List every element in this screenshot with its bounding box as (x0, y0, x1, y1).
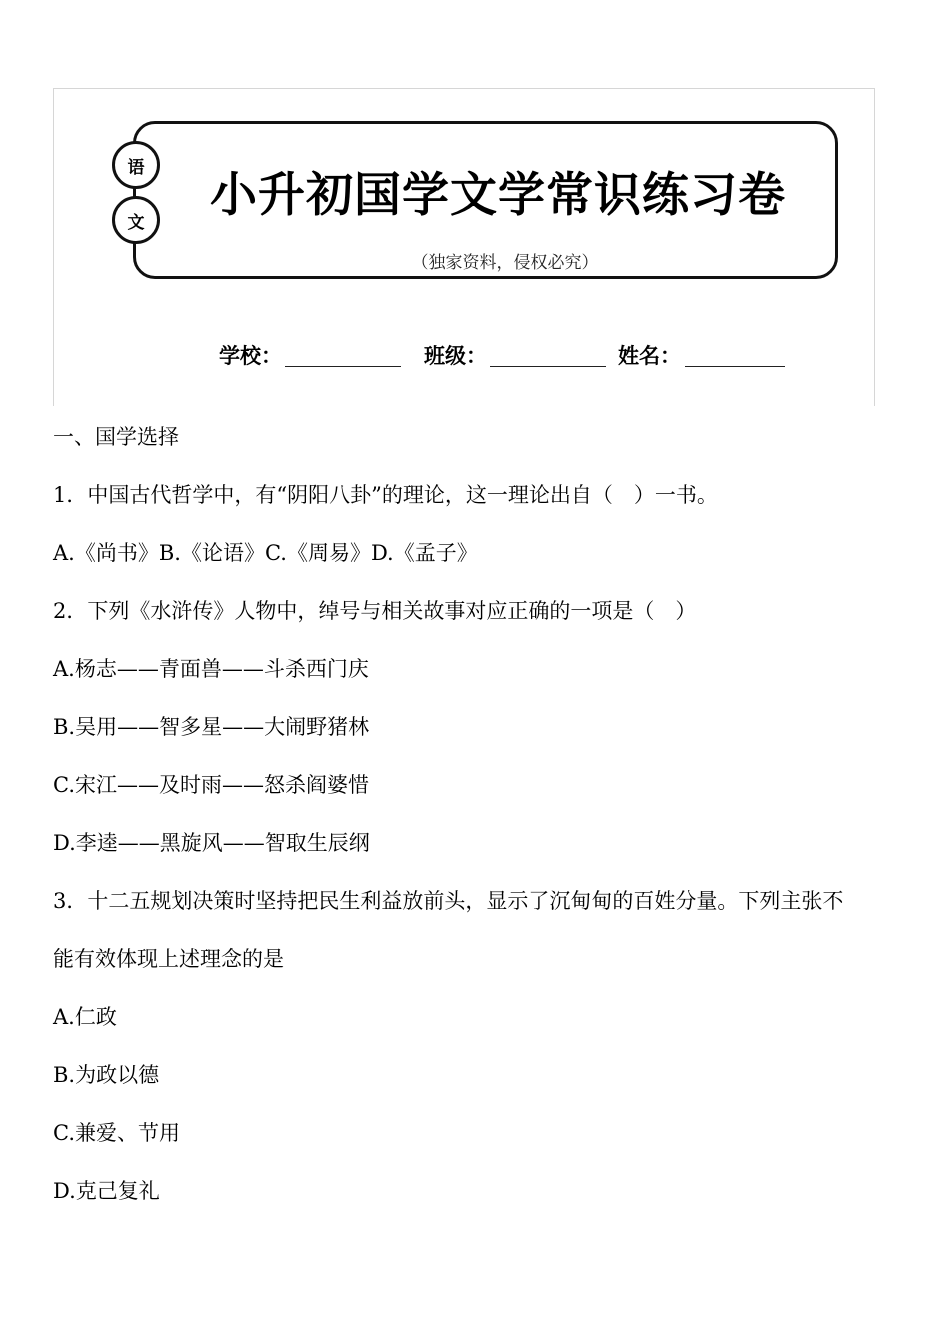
question-3-option-d: D.克己复礼 (53, 1179, 160, 1203)
name-blank[interactable] (685, 366, 785, 367)
question-2-option-a: A.杨志——青面兽——斗杀西门庆 (53, 657, 369, 681)
page-subtitle: （独家资料，侵权必究） (411, 253, 599, 273)
question-3-option-c: C.兼爱、节用 (53, 1121, 180, 1145)
name-label: 姓名： (618, 344, 681, 368)
question-2-option-b: B.吴用——智多星——大闹野猪林 (53, 715, 370, 739)
subject-badge-top: 语 (112, 141, 160, 189)
question-3-stem-line1: 3．十二五规划决策时坚持把民生利益放前头，显示了沉甸甸的百姓分量。下列主张不 (53, 889, 844, 913)
question-3-stem-line2: 能有效体现上述理念的是 (53, 947, 284, 971)
student-info-row (0, 340, 950, 370)
page-title: 小升初国学文学常识练习卷 (210, 168, 786, 223)
question-3-option-a: A.仁政 (53, 1005, 117, 1029)
school-blank[interactable] (285, 366, 401, 367)
question-2-option-c: C.宋江——及时雨——怒杀阎婆惜 (53, 773, 369, 797)
question-1-options: A.《尚书》B.《论语》C.《周易》D.《孟子》 (53, 541, 478, 565)
question-3-option-b: B.为政以德 (53, 1063, 160, 1087)
school-label: 学校： (219, 344, 282, 368)
question-2-option-d: D.李逵——黑旋风——智取生辰纲 (53, 831, 370, 855)
subject-badge-bottom: 文 (112, 196, 160, 244)
question-1-stem: 1．中国古代哲学中，有“阴阳八卦”的理论，这一理论出自（ ）一书。 (53, 483, 718, 507)
class-blank[interactable] (490, 366, 606, 367)
class-label: 班级： (424, 344, 487, 368)
section-heading: 一、国学选择 (53, 425, 179, 449)
question-2-stem: 2．下列《水浒传》人物中，绰号与相关故事对应正确的一项是（ ） (53, 599, 697, 623)
